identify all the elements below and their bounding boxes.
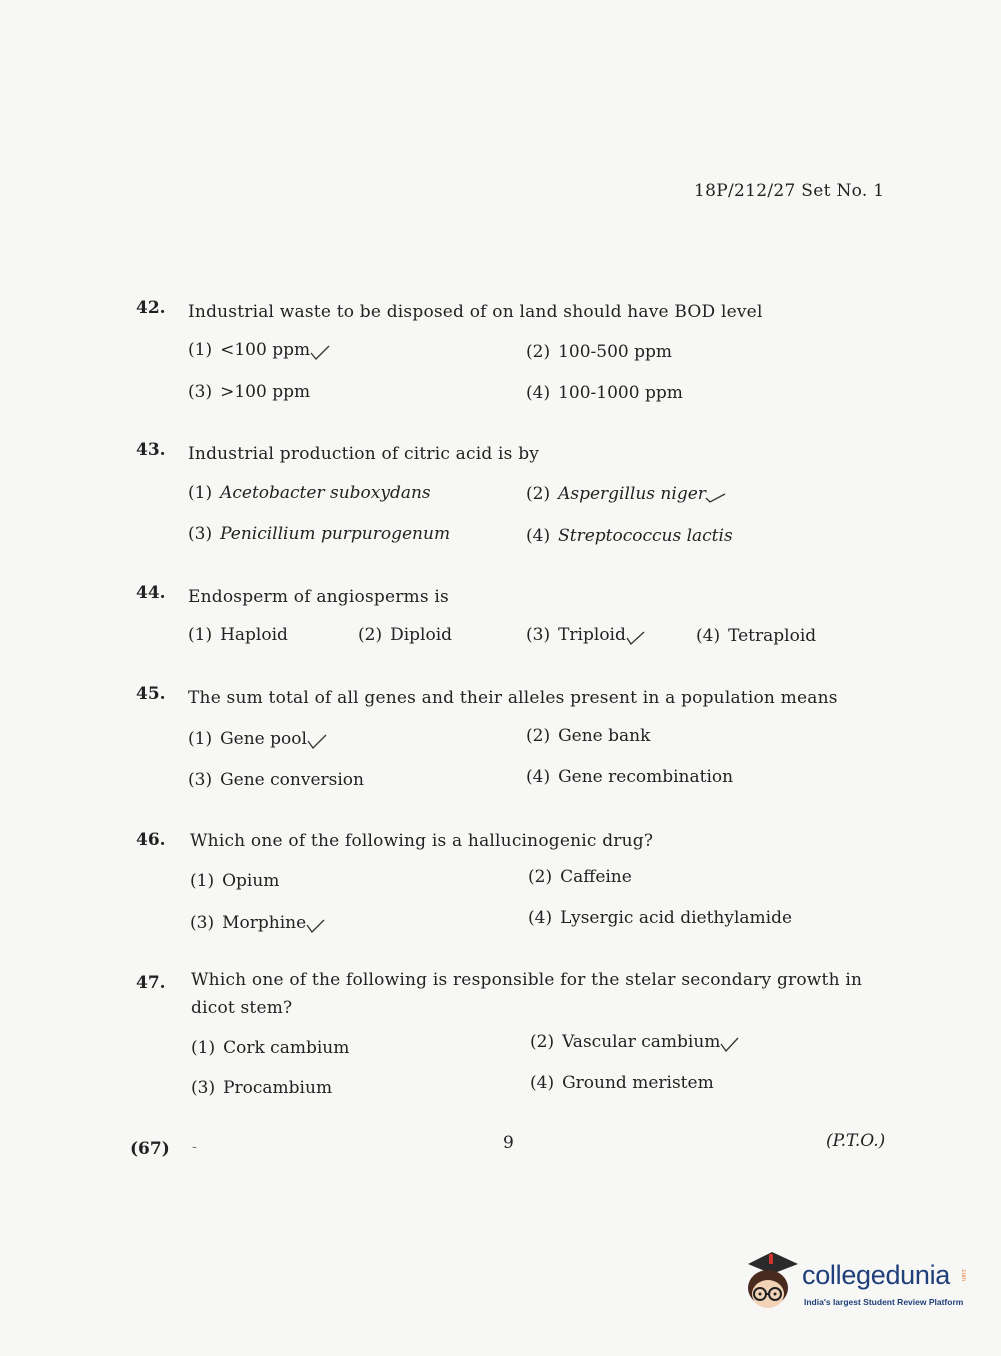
tick-mark-icon [704, 488, 726, 504]
option-1: (1) Opium [190, 871, 280, 891]
option-4: (4) Ground meristem [530, 1073, 714, 1093]
option-4: (4) Lysergic acid diethylamide [528, 908, 793, 928]
question-45 [136, 684, 896, 794]
option-4: (4) Gene recombination [526, 767, 734, 787]
tick-mark-icon [308, 344, 330, 360]
question-44 [136, 583, 896, 653]
tick-mark-icon [304, 917, 326, 933]
question-number: 42. [136, 298, 166, 318]
question-text: The sum total of all genes and their alleles present in a population means [188, 688, 838, 708]
question-text: Which one of the following is a hallucinogenic drug? [190, 831, 654, 851]
brand-name: collegedunia [802, 1260, 951, 1290]
question-number: 46. [136, 830, 166, 850]
option-3: (3) Penicillium purpurogenum [188, 524, 451, 544]
option-2: (2) Gene bank [526, 726, 651, 746]
mascot-icon [742, 1250, 800, 1312]
question-text: Which one of the following is responsible for the stelar secondary growth in dicot stem? [191, 970, 863, 1018]
question-text: Industrial waste to be disposed of on land should have BOD level [188, 302, 763, 322]
tick-mark-icon [305, 733, 327, 749]
option-1: (1) Acetobacter suboxydans [188, 483, 431, 503]
option-3: (3) Morphine [190, 913, 326, 933]
option-1: (1) Haploid [188, 625, 288, 645]
footer-dash: - [192, 1139, 197, 1155]
question-46 [136, 827, 896, 937]
option-2: (2) Diploid [358, 625, 453, 645]
question-number: 44. [136, 583, 166, 603]
option-2: (2) Vascular cambium [530, 1032, 740, 1052]
option-3: (3) >100 ppm [188, 382, 311, 402]
option-4: (4) Tetraploid [696, 626, 817, 646]
option-2: (2) Aspergillus niger [526, 484, 726, 504]
page-number: 9 [503, 1133, 514, 1153]
option-3: (3) Triploid [526, 625, 646, 645]
option-3: (3) Procambium [191, 1078, 333, 1098]
brand-tagline: India's largest Student Review Platform [804, 1297, 964, 1307]
brand-suffix: .com [960, 1268, 966, 1282]
option-3: (3) Gene conversion [188, 770, 364, 790]
tick-mark-icon [624, 629, 646, 645]
question-42 [136, 298, 896, 408]
please-turn-over: (P.T.O.) [826, 1131, 886, 1151]
set-number: 18P/212/27 Set No. 1 [694, 181, 885, 201]
tick-mark-icon [718, 1036, 740, 1052]
option-1: (1) Gene pool [188, 729, 327, 749]
question-47 [136, 966, 896, 1106]
question-number: 43. [136, 440, 166, 460]
question-text: Endosperm of angiosperms is [188, 587, 449, 607]
option-4: (4) Streptococcus lactis [526, 526, 733, 546]
option-2: (2) Caffeine [528, 867, 632, 887]
question-number: 47. [136, 973, 166, 993]
question-43 [136, 440, 896, 550]
question-number: 45. [136, 684, 166, 704]
option-4: (4) 100-1000 ppm [526, 383, 683, 403]
option-2: (2) 100-500 ppm [526, 342, 673, 362]
option-1: (1) <100 ppm [188, 340, 330, 360]
collegedunia-logo [742, 1250, 972, 1320]
option-1: (1) Cork cambium [191, 1038, 350, 1058]
question-text: Industrial production of citric acid is by [188, 444, 540, 464]
paper-code: (67) [130, 1139, 170, 1159]
